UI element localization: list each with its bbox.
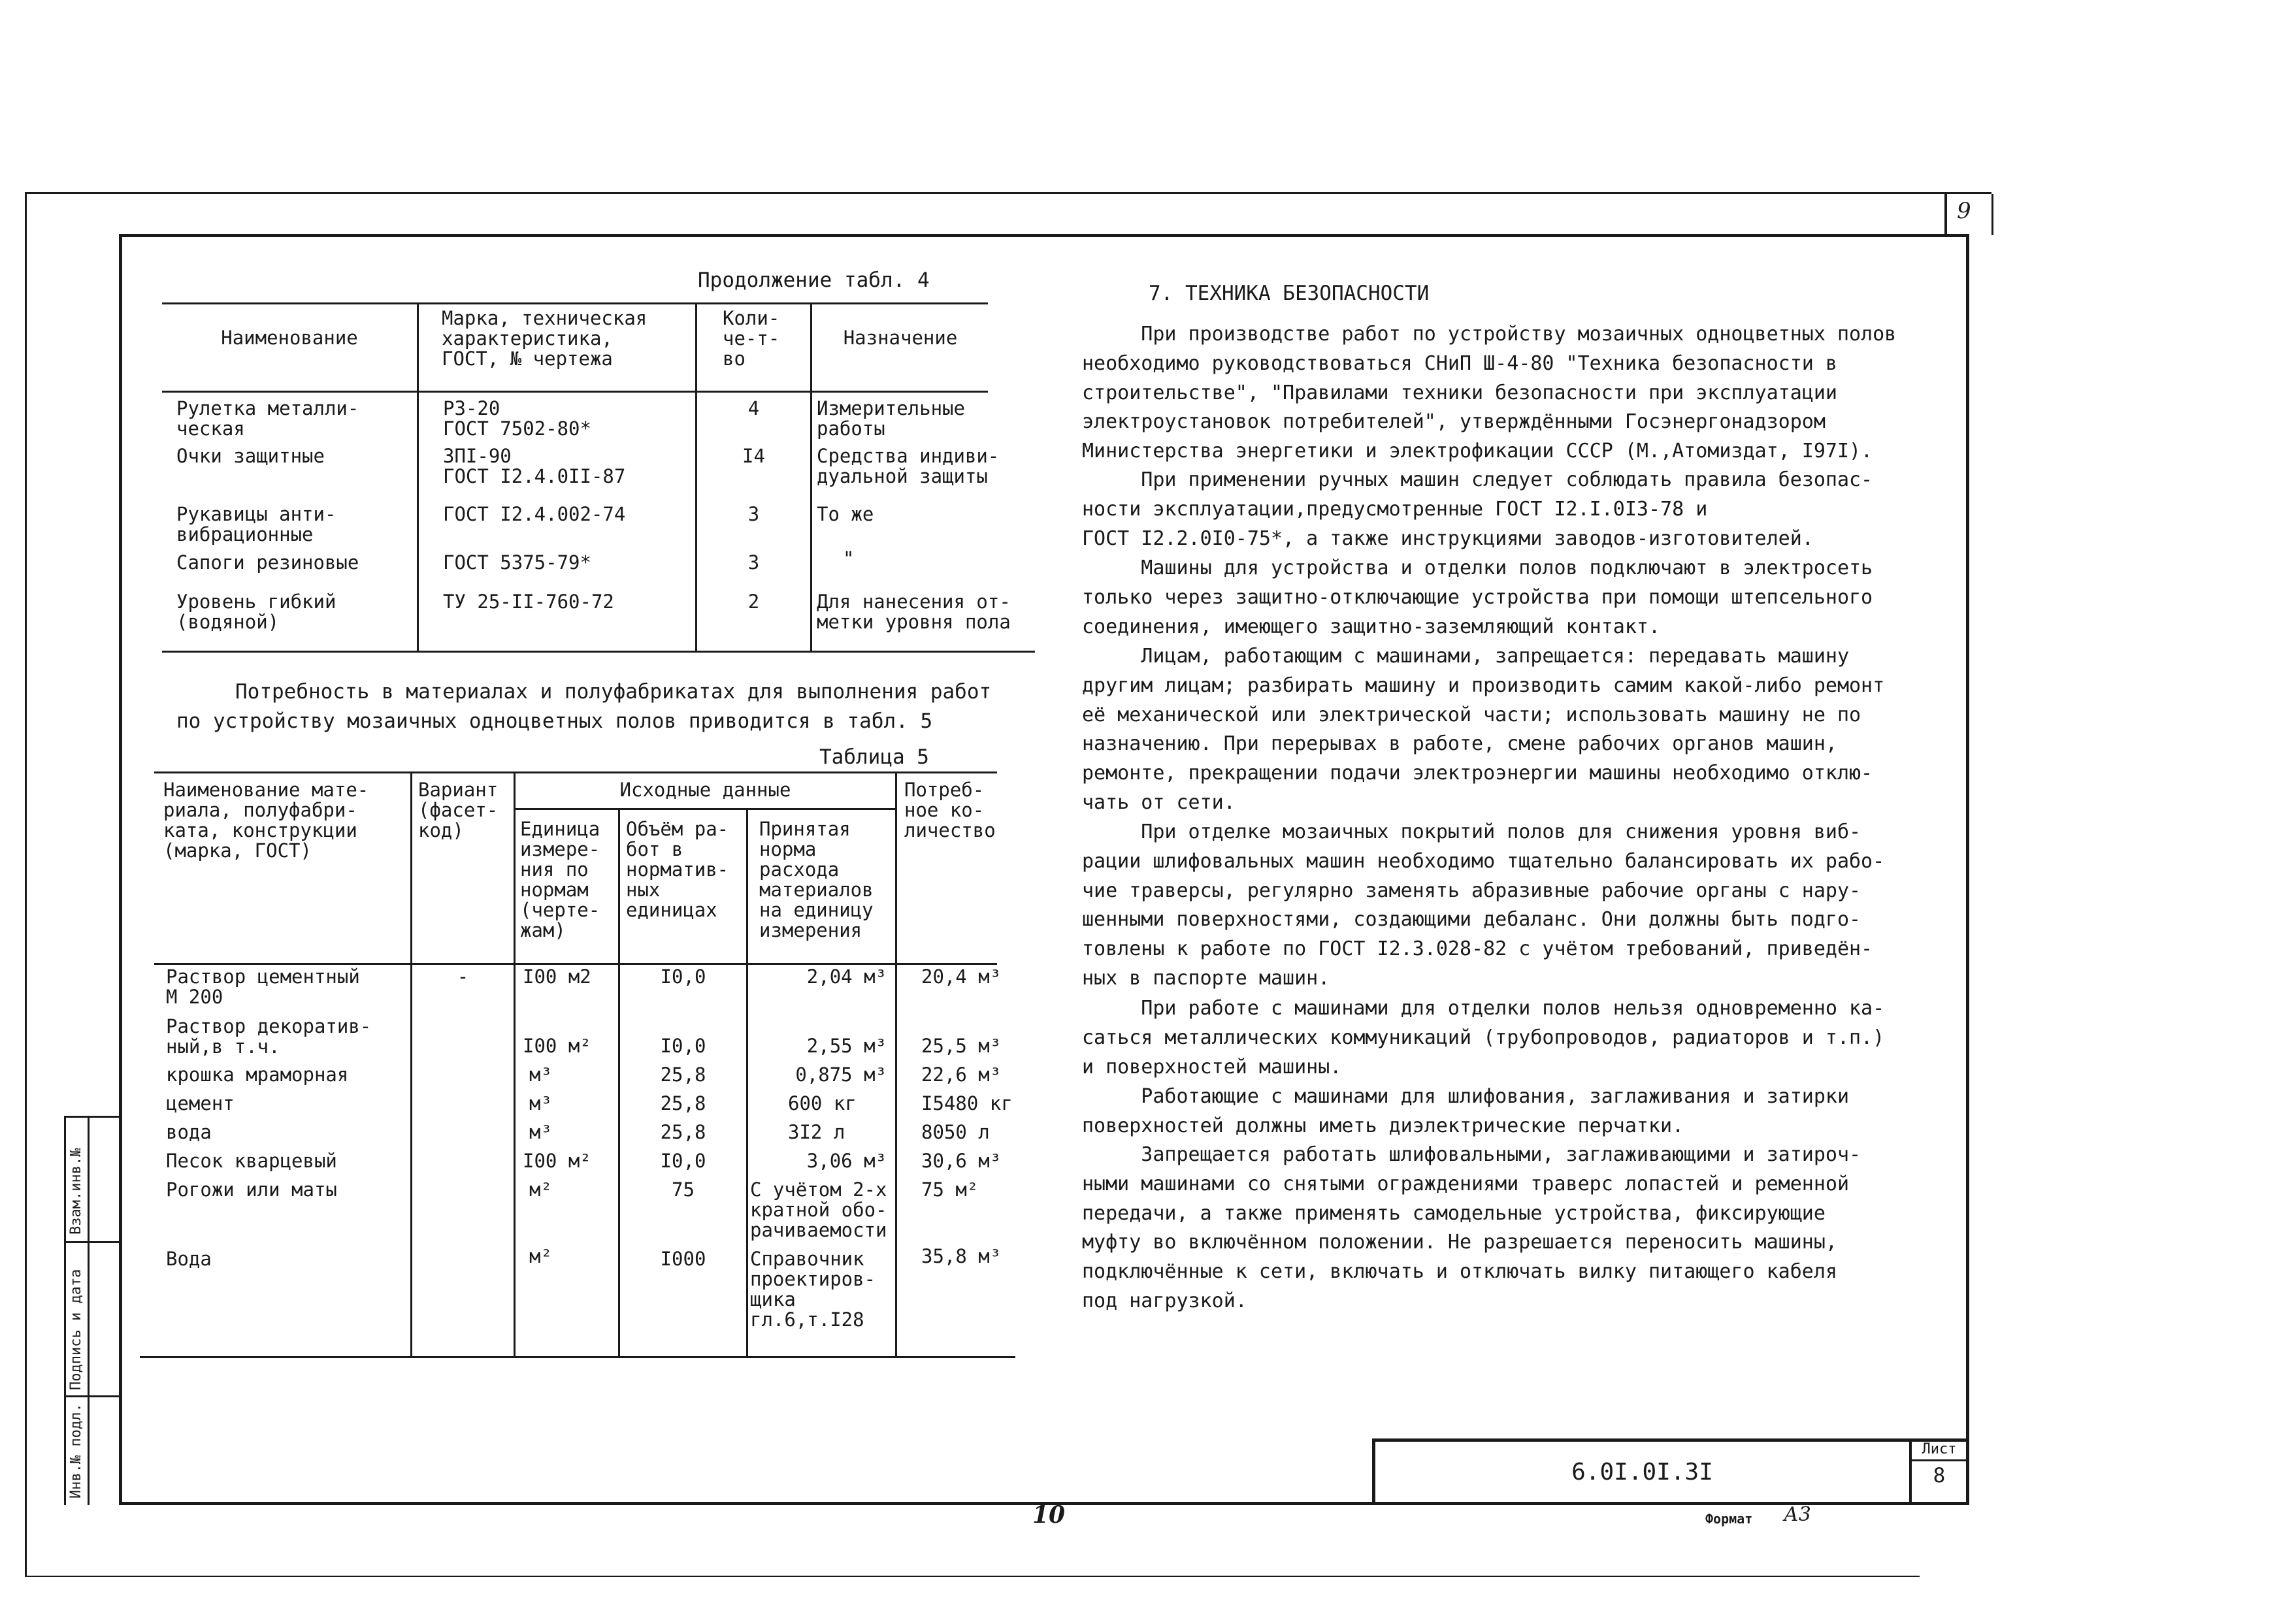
- t5-cell-volume: 25,8: [660, 1092, 706, 1114]
- t4-cell-qty: 4: [747, 397, 760, 419]
- t5-cell-norm: 0,875 м³: [795, 1064, 887, 1086]
- t4-cell-qty: 3: [747, 551, 760, 574]
- t5-cell-volume: I0,0: [660, 1150, 706, 1172]
- t5-cell-volume: 75: [672, 1178, 695, 1201]
- table4-caption: Продолжение табл. 4: [698, 268, 930, 292]
- table5-intro-line1: Потребность в материалах и полуфабрикатах для выполнения работ: [235, 680, 992, 704]
- t5-cell-name: Рогожи или маты: [166, 1178, 337, 1201]
- t4-cell-name: Очки защитные: [176, 445, 325, 467]
- page-number-bottom: 10: [1032, 1501, 1066, 1529]
- t5-cell-norm: 3I2 л: [788, 1121, 845, 1143]
- stamp-vzam-inv: Взам.инв.№: [68, 1148, 84, 1235]
- t5-cell-name: крошка мраморная: [166, 1064, 349, 1086]
- t5-cell-need: 75 м²: [921, 1178, 979, 1201]
- t5-header-source: Исходные данные: [619, 779, 791, 801]
- document-code: 6.0I.0I.3I: [1571, 1459, 1713, 1486]
- t4-cell-name: Рукавицы анти- вибрационные: [176, 503, 336, 545]
- t5-header-variant: Вариант (фасет- код): [418, 779, 499, 841]
- section7-paragraph-4: Лицам, работающим с машинами, запрещается: передавать машину другим лицам; разбирать машину и производить самим какой-либо ремонт её механической или электрической части; использовать машину не по назначению. При перерывах в работе, смене рабочих органов машин, ремонте, прекращении подачи электроэнергии машины необходимо отклю- чать от сети.: [1082, 645, 1885, 814]
- t5-cell-need: 30,6 м³: [921, 1150, 1002, 1172]
- t4-cell-name: Сапоги резиновые: [176, 551, 359, 574]
- t4-cell-purpose: ": [843, 547, 855, 570]
- table5-caption: Таблица 5: [819, 745, 929, 769]
- t5-cell-norm: С учётом 2-х кратной обо- рачиваемости: [750, 1178, 887, 1241]
- t5-cell-need: 25,5 м³: [921, 1035, 1002, 1057]
- t5-cell-name: Раствор декоратив- ный,в т.ч.: [166, 1015, 372, 1058]
- t4-cell-name: Уровень гибкий (водяной): [176, 591, 336, 633]
- section7-paragraph-8: Запрещается работать шлифовальными, заглаживающими и затироч- ными машинами со снятыми ограждениями траверс лопастей и ременной передачи, а также применять самодельные устройства, фиксирующие муфту во включённом положении. Не разрешается переносить машины, подключённые к сети, включать и отключать вилку питающего кабеля под нагрузкой.: [1082, 1143, 1861, 1312]
- t5-cell-need: 22,6 м³: [921, 1064, 1002, 1086]
- t5-cell-volume: I000: [660, 1248, 706, 1270]
- t5-cell-volume: 25,8: [660, 1121, 706, 1143]
- t5-cell-norm: 2,55 м³: [806, 1035, 887, 1057]
- t4-cell-mark: РЗ-20 ГОСТ 7502-80*: [443, 397, 591, 440]
- t5-cell-unit: м³: [529, 1121, 552, 1143]
- t4-cell-purpose: То же: [817, 503, 874, 525]
- t5-cell-norm: 3,06 м³: [806, 1150, 887, 1172]
- t5-cell-unit: м²: [529, 1245, 552, 1267]
- section7-title: 7. ТЕХНИКА БЕЗОПАСНОСТИ: [1149, 282, 1430, 305]
- t5-header-unit: Единица измере- ния по нормам (черте- жам): [520, 818, 600, 941]
- section7-paragraph-5: При отделке мозаичных покрытий полов для снижения уровня виб- рации шлифовальных машин необходимо тщательно балансировать их рабо- чие траверсы, регулярно заменять абразивные рабочие органы с нару- шенными поверхностями, создающими дебаланс. Они должны быть подго- товлены к работе по ГОСТ I2.3.028-82 с учётом требований, приведён- ных в паспорте машин.: [1082, 820, 1885, 990]
- t4-header-mark: Марка, техническая характеристика, ГОСТ, № чертежа: [442, 307, 647, 370]
- t5-cell-need: I5480 кг: [921, 1092, 1013, 1114]
- table5-intro-line2: по устройству мозаичных одноцветных полов приводится в табл. 5: [176, 709, 933, 733]
- t5-cell-norm: 2,04 м³: [806, 966, 887, 988]
- t5-cell-variant: -: [457, 966, 469, 988]
- t4-header-purpose: Назначение: [843, 327, 958, 349]
- stamp-podpis-data: Подпись и дата: [68, 1269, 84, 1390]
- t5-cell-unit: м³: [529, 1064, 552, 1086]
- section7-paragraph-2: При применении ручных машин следует соблюдать правила безопас- ности эксплуатации,предусмотренные ГОСТ I2.I.0I3-78 и ГОСТ I2.2.0I0-75*, а также инструкциями заводов-изготовителей.: [1082, 468, 1873, 550]
- t5-cell-unit: м³: [529, 1092, 552, 1114]
- t5-cell-unit: I00 м²: [523, 1035, 591, 1057]
- t5-header-volume: Объём ра- бот в норматив- ных единицах: [626, 818, 729, 921]
- t4-cell-purpose: Средства индиви- дуальной защиты: [817, 445, 1000, 487]
- list-number: 8: [1933, 1464, 1946, 1487]
- t4-cell-qty: 3: [747, 503, 760, 525]
- t5-header-norm: Принятая норма расхода материалов на единицу измерения: [759, 818, 874, 941]
- t5-cell-name: Раствор цементный М 200: [166, 966, 360, 1008]
- t4-cell-mark: ГОСТ 5375-79*: [443, 551, 591, 574]
- t4-cell-mark: ЗПI-90 ГОСТ I2.4.0II-87: [443, 445, 626, 487]
- section7-paragraph-3: Машины для устройства и отделки полов подключают в электросеть только через защитно-отключающие устройства при помощи штепсельного соединения, имеющего защитно-заземляющий контакт.: [1082, 557, 1873, 638]
- t5-cell-norm: Справочник проектиров- щика гл.6,т.I28: [750, 1248, 876, 1331]
- t5-cell-unit: I00 м2: [523, 966, 591, 988]
- format-label: Формат: [1705, 1511, 1753, 1527]
- t4-cell-name: Рулетка металли- ческая: [176, 397, 359, 440]
- t5-cell-unit: м²: [529, 1178, 552, 1201]
- t4-cell-purpose: Для нанесения от- метки уровня пола: [817, 591, 1011, 633]
- t5-header-name: Наименование мате- риала, полуфабри- ката, конструкции (марка, ГОСТ): [163, 779, 369, 862]
- t4-cell-mark: ТУ 25-II-760-72: [443, 591, 614, 613]
- t5-cell-name: Вода: [166, 1248, 212, 1270]
- format-value: А3: [1784, 1503, 1811, 1526]
- section7-paragraph-6: При работе с машинами для отделки полов нельзя одновременно ка- саться металлических коммуникаций (трубопроводов, радиаторов и т.п.) и поверхностей машины.: [1082, 997, 1885, 1079]
- section7-paragraph-1: При производстве работ по устройству мозаичных одноцветных полов необходимо руководствоваться СНиП Ш-4-80 "Техника безопасности в строительстве", "Правилами техники безопасности при эксплуатации электроустановок потребителей", утверждёнными Госэнергонадзором Министерства энергетики и электрофикации СССР (М.,Атомиздат, I97I).: [1082, 323, 1897, 463]
- t5-cell-name: вода: [166, 1121, 212, 1143]
- t5-cell-need: 35,8 м³: [921, 1245, 1002, 1267]
- t5-cell-name: цемент: [166, 1092, 235, 1114]
- t5-header-need: Потреб- ное ко- личество: [904, 779, 996, 841]
- t5-cell-volume: I0,0: [660, 966, 706, 988]
- t4-header-qty: Коли- че-т- во: [723, 307, 780, 370]
- t5-cell-volume: I0,0: [660, 1035, 706, 1057]
- t4-cell-qty: 2: [747, 591, 760, 613]
- t5-cell-need: 20,4 м³: [921, 966, 1002, 988]
- section7-paragraph-7: Работающие с машинами для шлифования, заглаживания и затирки поверхностей должны иметь диэлектрические перчатки.: [1082, 1085, 1849, 1137]
- list-label: Лист: [1922, 1441, 1957, 1457]
- t5-cell-volume: 25,8: [660, 1064, 706, 1086]
- t5-cell-norm: 600 кг: [788, 1092, 857, 1114]
- t5-cell-need: 8050 л: [921, 1121, 990, 1143]
- t4-cell-mark: ГОСТ I2.4.002-74: [443, 503, 626, 525]
- t4-cell-purpose: Измерительные работы: [817, 397, 965, 440]
- t5-cell-name: Песок кварцевый: [166, 1150, 337, 1172]
- t4-cell-qty: I4: [742, 445, 765, 467]
- t4-header-name: Наименование: [221, 327, 358, 349]
- stamp-inv-podl: Инв.№ подл.: [68, 1403, 84, 1499]
- page-corner-number: 9: [1957, 198, 1971, 224]
- t5-cell-unit: I00 м²: [523, 1150, 591, 1172]
